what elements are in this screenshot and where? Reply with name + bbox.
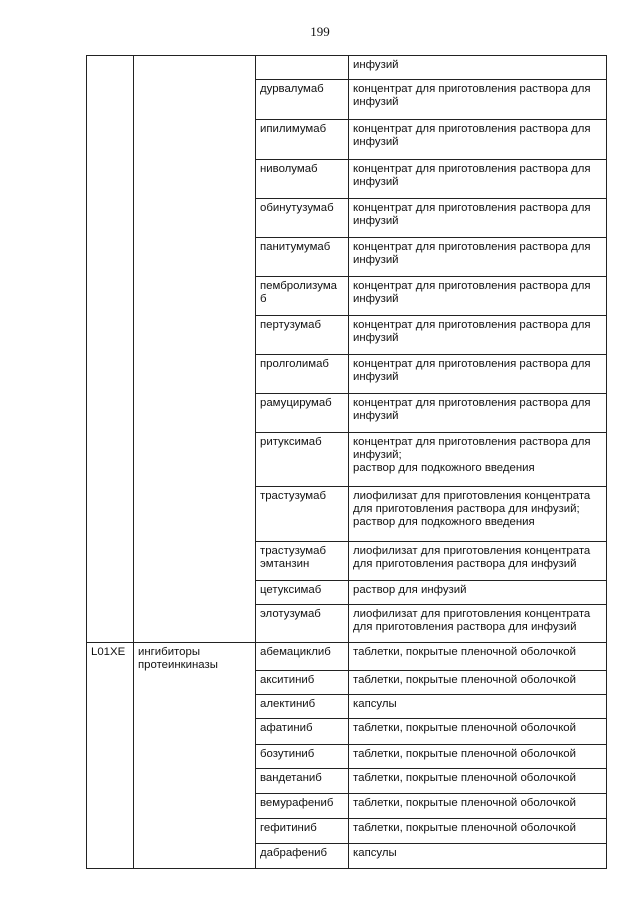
- drug-name-cell: рамуцирумаб: [256, 394, 349, 433]
- drug-table: [86, 55, 607, 869]
- dosage-form-cell: концентрат для приготовления раствора для инфузий: [349, 160, 607, 199]
- dosage-form-cell: концентрат для приготовления раствора для инфузий; раствор для подкожного введения: [349, 433, 607, 487]
- dosage-form-cell: лиофилизат для приготовления концентрата для приготовления раствора для инфузий: [349, 542, 607, 581]
- group-name-cell: [134, 56, 256, 643]
- dosage-form-cell: концентрат для приготовления раствора для инфузий: [349, 355, 607, 394]
- drug-name-cell: алектиниб: [256, 695, 349, 719]
- dosage-form-cell: концентрат для приготовления раствора для инфузий: [349, 277, 607, 316]
- dosage-form-cell: таблетки, покрытые пленочной оболочкой: [349, 819, 607, 844]
- dosage-form-cell: лиофилизат для приготовления концентрата для приготовления раствора для инфузий; раствор для подкожного введения: [349, 487, 607, 542]
- drug-name-cell: трастузумаб эмтанзин: [256, 542, 349, 581]
- dosage-form-cell: капсулы: [349, 695, 607, 719]
- drug-name-cell: панитумумаб: [256, 238, 349, 277]
- table-row: [87, 56, 607, 80]
- drug-name-cell: дабрафениб: [256, 844, 349, 869]
- drug-name-cell: афатиниб: [256, 719, 349, 745]
- drug-name-cell: абемациклиб: [256, 643, 349, 671]
- drug-name-cell: пролголимаб: [256, 355, 349, 394]
- drug-name-cell: ритуксимаб: [256, 433, 349, 487]
- dosage-form-cell: таблетки, покрытые пленочной оболочкой: [349, 794, 607, 819]
- drug-name-cell: дурвалумаб: [256, 80, 349, 120]
- drug-name-cell: вемурафениб: [256, 794, 349, 819]
- dosage-form-cell: концентрат для приготовления раствора для инфузий: [349, 394, 607, 433]
- drug-name-cell: трастузумаб: [256, 487, 349, 542]
- drug-name-cell: гефитиниб: [256, 819, 349, 844]
- drug-name-cell: пертузумаб: [256, 316, 349, 355]
- drug-name-cell: акситиниб: [256, 671, 349, 695]
- dosage-form-cell: раствор для инфузий: [349, 581, 607, 605]
- dosage-form-cell: концентрат для приготовления раствора для инфузий: [349, 120, 607, 160]
- dosage-form-cell: концентрат для приготовления раствора для инфузий: [349, 238, 607, 277]
- dosage-form-cell: таблетки, покрытые пленочной оболочкой: [349, 769, 607, 794]
- dosage-form-cell: концентрат для приготовления раствора для инфузий: [349, 316, 607, 355]
- drug-name-cell: цетуксимаб: [256, 581, 349, 605]
- dosage-form-cell: таблетки, покрытые пленочной оболочкой: [349, 643, 607, 671]
- group-name-cell: ингибиторы протеинкиназы: [134, 643, 256, 869]
- dosage-form-cell: концентрат для приготовления раствора для инфузий: [349, 80, 607, 120]
- drug-name-cell: [256, 56, 349, 80]
- dosage-form-cell: таблетки, покрытые пленочной оболочкой: [349, 719, 607, 745]
- atc-code-cell: [87, 56, 134, 643]
- drug-name-cell: элотузумаб: [256, 605, 349, 643]
- dosage-form-cell: инфузий: [349, 56, 607, 80]
- atc-code-cell: L01XE: [87, 643, 134, 869]
- drug-name-cell: ниволумаб: [256, 160, 349, 199]
- dosage-form-cell: капсулы: [349, 844, 607, 869]
- dosage-form-cell: таблетки, покрытые пленочной оболочкой: [349, 745, 607, 769]
- drug-name-cell: пембролизума б: [256, 277, 349, 316]
- drug-name-cell: обинутузумаб: [256, 199, 349, 238]
- dosage-form-cell: лиофилизат для приготовления концентрата для приготовления раствора для инфузий: [349, 605, 607, 643]
- dosage-form-cell: концентрат для приготовления раствора для инфузий: [349, 199, 607, 238]
- drug-name-cell: вандетаниб: [256, 769, 349, 794]
- dosage-form-cell: таблетки, покрытые пленочной оболочкой: [349, 671, 607, 695]
- drug-name-cell: ипилимумаб: [256, 120, 349, 160]
- page-number: 199: [310, 24, 330, 39]
- table-row: [87, 643, 607, 671]
- drug-name-cell: бозутиниб: [256, 745, 349, 769]
